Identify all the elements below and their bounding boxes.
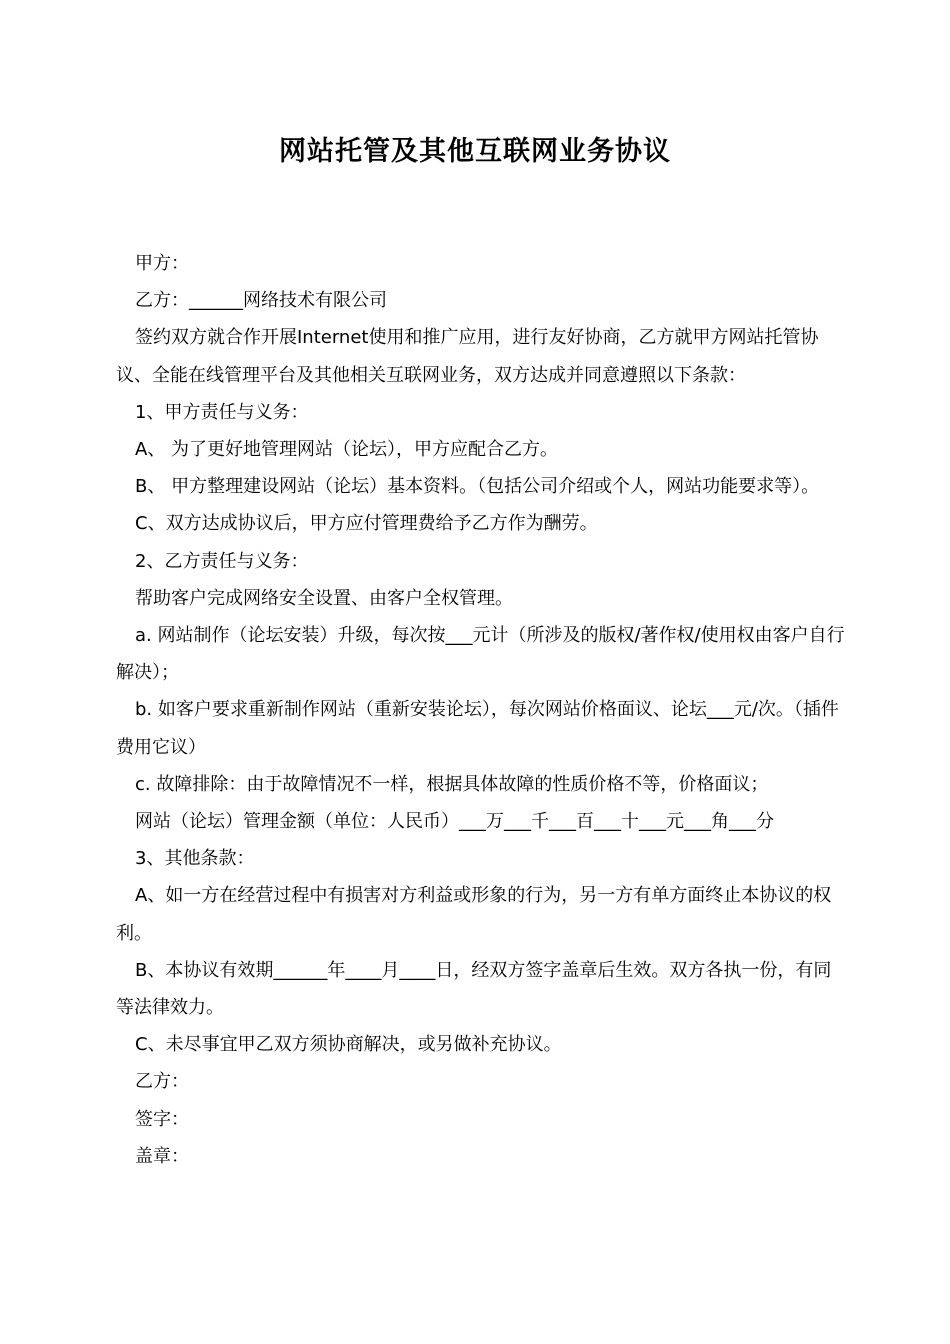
clause-2b: b. 如客户要求重新制作网站（重新安装论坛），每次网站价格面议、论坛___元/次。（插件费用它议）	[116, 699, 839, 758]
section-1-heading: 1、甲方责任与义务：	[135, 401, 309, 423]
document-body	[116, 245, 846, 1175]
section-3-heading: 3、其他条款：	[135, 848, 255, 870]
clause-1c: C、双方达成协议后，甲方应付管理费给予乙方作为酬劳。	[135, 513, 598, 535]
party-b-label: 乙方：______网络技术有限公司	[135, 290, 387, 312]
clause-2c: c. 故障排除：由于故障情况不一样，根据具体故障的性质价格不等，价格面议；	[135, 773, 769, 795]
clause-2-intro: 帮助客户完成网络安全设置、由客户全权管理。	[135, 587, 513, 609]
party-a-label: 甲方：	[135, 253, 189, 274]
clause-3c: C、未尽事宜甲乙双方须协商解决，或另做补充协议。	[135, 1034, 562, 1056]
section-2-heading: 2、乙方责任与义务：	[135, 550, 309, 572]
management-fee-line: 网站（论坛）管理金额（单位：人民币）___万___千___百___十___元___角___分	[135, 811, 774, 833]
clause-3a: A、如一方在经营过程中有损害对方利益或形象的行为，另一方有单方面终止本协议的权利。	[116, 885, 832, 944]
clause-1a: A、 为了更好地管理网站（论坛），甲方应配合乙方。	[135, 439, 559, 461]
clause-2a: a. 网站制作（论坛安装）升级，每次按___元计（所涉及的版权/著作权/使用权由客户自行解决）；	[116, 625, 845, 684]
signature-party-b: 乙方：	[135, 1071, 189, 1093]
clause-1b: B、 甲方整理建设网站（论坛）基本资料。（包括公司介绍或个人，网站功能要求等）。	[135, 476, 820, 498]
signature-sign: 签字：	[135, 1108, 189, 1130]
document-title: 网站托管及其他互联网业务协议	[279, 136, 671, 167]
intro-paragraph: 签约双方就合作开展Internet使用和推广应用，进行友好协商，乙方就甲方网站托管协议、全能在线管理平台及其他相关互联网业务，双方达成并同意遵照以下条款：	[116, 327, 819, 386]
signature-seal: 盖章：	[135, 1145, 189, 1167]
clause-3b: B、本协议有效期______年____月____日，经双方签字盖章后生效。双方各执一份，有同等法律效力。	[116, 959, 832, 1019]
